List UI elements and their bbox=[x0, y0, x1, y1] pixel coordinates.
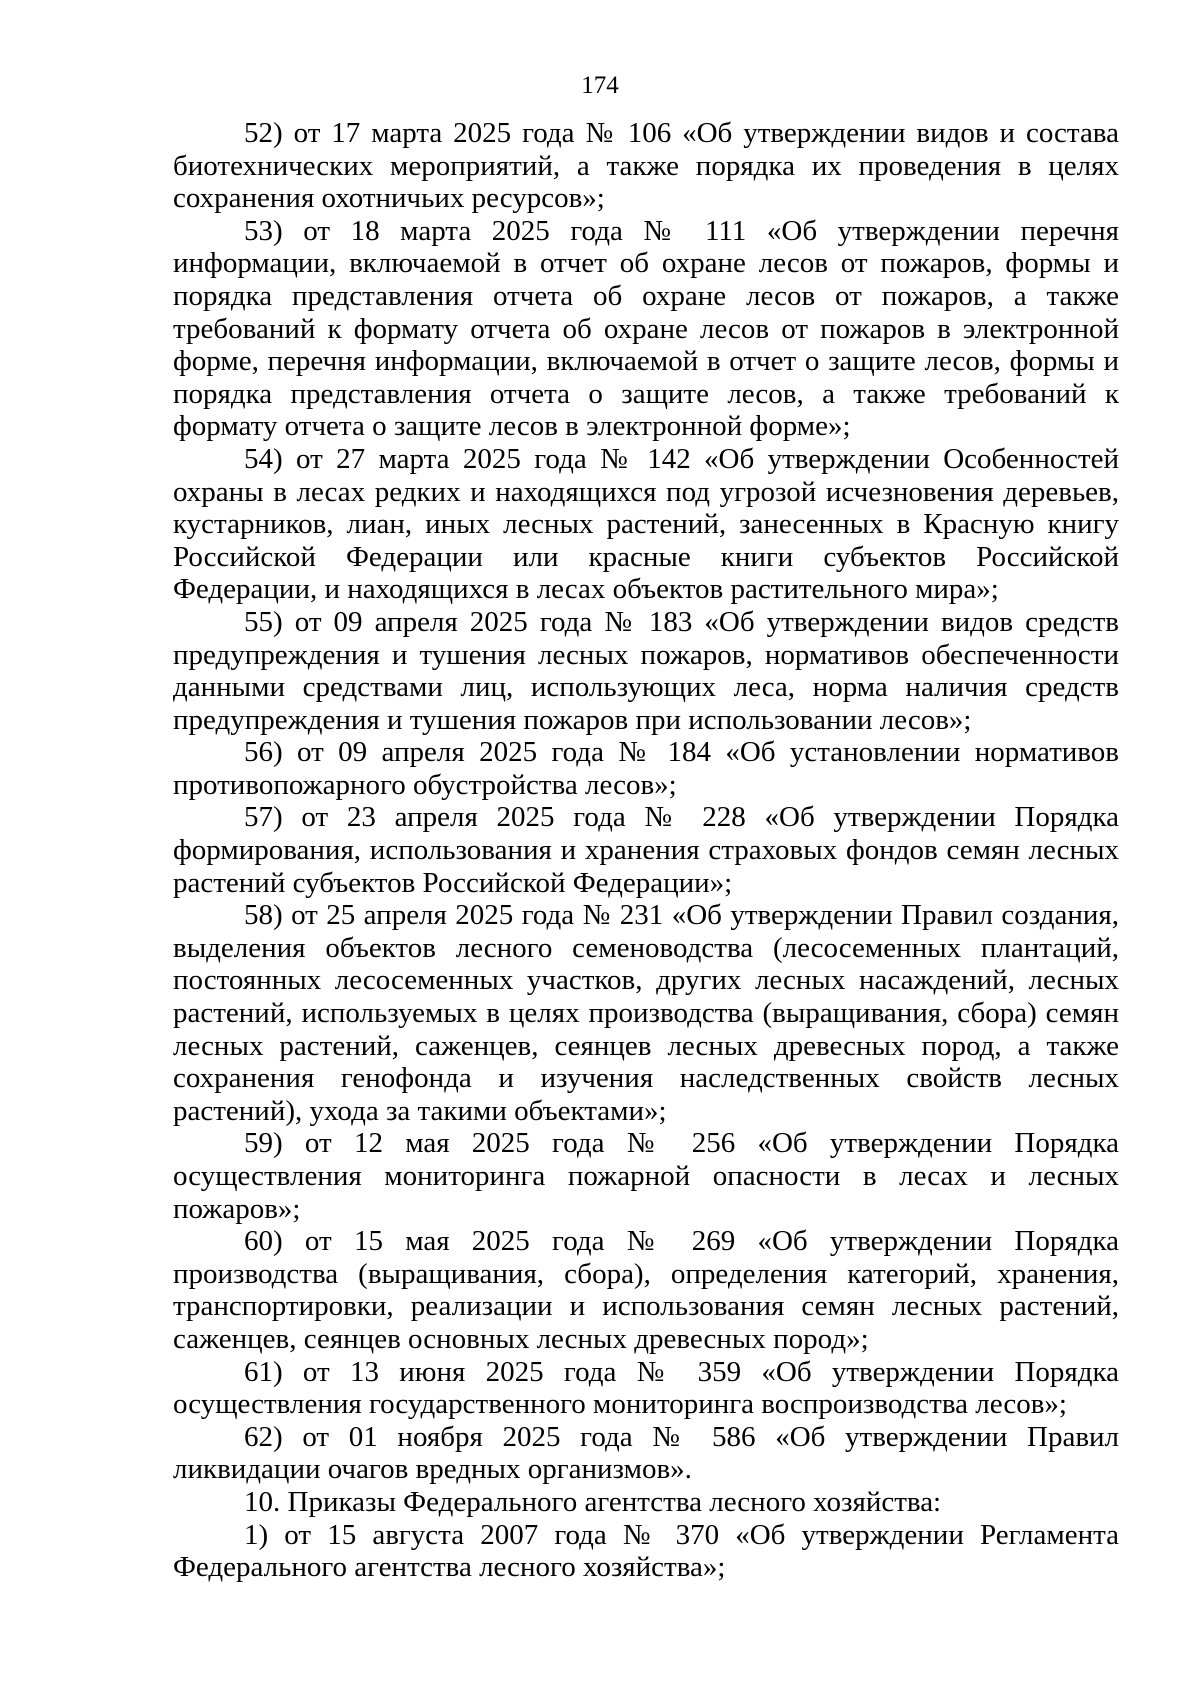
list-item-60: 60) от 15 мая 2025 года № 269 «Об утверждении Порядка производства (выращивания, сбора), определения категорий, хранения, транспортировки, реализации и использования семян лесных растений, саженцев, сеянцев основных лесных древесных пород»; bbox=[173, 1225, 1119, 1355]
document-body bbox=[173, 117, 1119, 1584]
page-number: 174 bbox=[581, 72, 619, 99]
list-item-54: 54) от 27 марта 2025 года № 142 «Об утверждении Особенностей охраны в лесах редких и находящихся под угрозой исчезновения деревьев, кустарников, лиан, иных лесных растений, занесенных в Красную книгу Российской Федерации или красные книги субъектов Российской Федерации, и находящихся в лесах объектов растительного мира»; bbox=[173, 442, 1119, 606]
list-item-55: 55) от 09 апреля 2025 года № 183 «Об утверждении видов средств предупреждения и тушения лесных пожаров, нормативов обеспеченности данными средствами лиц, использующих леса, норма наличия средств предупреждения и тушения пожаров при использовании лесов»; bbox=[173, 605, 1119, 736]
list-item-53: 53) от 18 марта 2025 года № 111 «Об утверждении перечня информации, включаемой в отчет об охране лесов от пожаров, формы и порядка представления отчета об охране лесов от пожаров, а также требований к формату отчета об охране лесов от пожаров в электронной форме, перечня информации, включаемой в отчет о защите лесов, формы и порядка представления отчета о защите лесов, а также требований к формату отчета о защите лесов в электронной форме»; bbox=[173, 214, 1119, 443]
list-item-1: 1) от 15 августа 2007 года № 370 «Об утверждении Регламента Федерального агентства лесного хозяйства»; bbox=[173, 1518, 1119, 1584]
list-item-57: 57) от 23 апреля 2025 года № 228 «Об утверждении Порядка формирования, использования и хранения страховых фондов семян лесных растений субъектов Российской Федерации»; bbox=[173, 801, 1119, 899]
list-item-56: 56) от 09 апреля 2025 года № 184 «Об установлении нормативов противопожарного обустройства лесов»; bbox=[173, 736, 1119, 801]
list-item-52: 52) от 17 марта 2025 года № 106 «Об утверждении видов и состава биотехнических мероприятий, а также порядка их проведения в целях сохранения охотничьих ресурсов»; bbox=[173, 117, 1119, 215]
list-item-58: 58) от 25 апреля 2025 года № 231 «Об утверждении Правил создания, выделения объектов лесного семеноводства (лесосеменных плантаций, постоянных лесосеменных участков, других лесных насаждений, лесных растений, используемых в целях производства (выращивания, сбора) семян лесных растений, саженцев, сеянцев лесных древесных пород, а также сохранения генофонда и изучения наследственных свойств лесных растений), ухода за такими объектами»; bbox=[173, 899, 1119, 1127]
list-item-62: 62) от 01 ноября 2025 года № 586 «Об утверждении Правил ликвидации очагов вредных организмов». bbox=[173, 1420, 1119, 1486]
list-item-59: 59) от 12 мая 2025 года № 256 «Об утверждении Порядка осуществления мониторинга пожарной опасности в лесах и лесных пожаров»; bbox=[173, 1127, 1119, 1225]
list-item-61: 61) от 13 июня 2025 года № 359 «Об утверждении Порядка осуществления государственного мониторинга воспроизводства лесов»; bbox=[173, 1355, 1119, 1421]
section-heading-10: 10. Приказы Федерального агентства лесного хозяйства: bbox=[244, 1485, 942, 1518]
